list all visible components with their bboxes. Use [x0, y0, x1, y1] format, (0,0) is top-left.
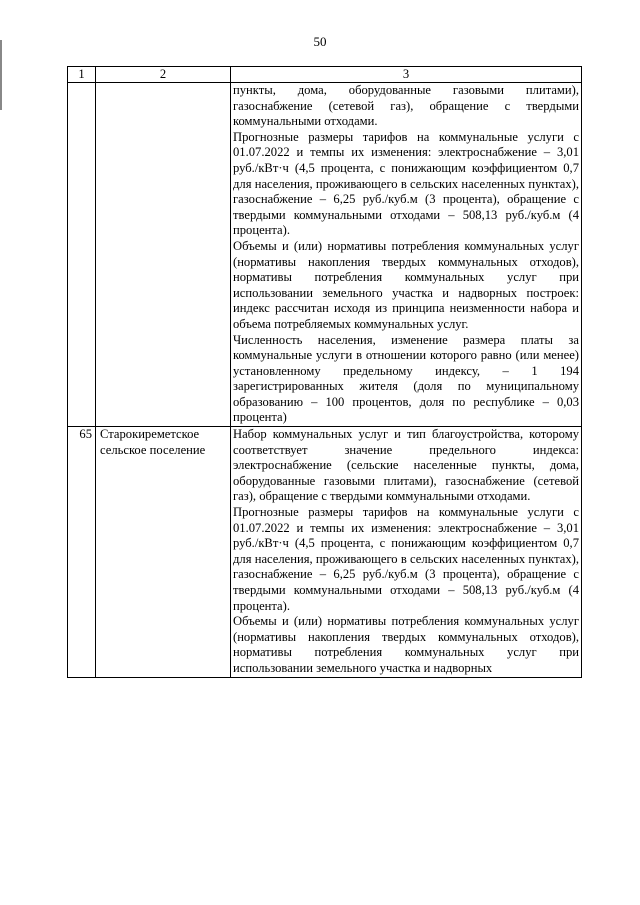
scan-edge-mark [0, 40, 6, 110]
table-row-continued [68, 83, 582, 427]
description-paragraph: Объемы и (или) нормативы потребления коммунальных услуг (нормативы накопления твердых коммунальных отходов), нормативы потребления коммунальных услуг при использовании земельного участка и надворных [233, 614, 579, 675]
header-col-2: 2 [96, 67, 231, 83]
page-number: 50 [313, 34, 327, 49]
description-paragraph: Объемы и (или) нормативы потребления коммунальных услуг (нормативы накопления твердых коммунальных отходов), нормативы потребления коммунальных услуг при использовании земельного участка и надворных построек: индекс рассчитан исходя из принципа неизменности набора и объема потребляемых коммунальных услуг. [233, 238, 579, 331]
description-cell [231, 83, 582, 427]
row-number-cell [68, 83, 96, 427]
description-paragraph: пункты, дома, оборудованные газовыми плитами), газоснабжение (сетевой газ), обращение с твердыми коммунальными отходами. [233, 83, 579, 129]
table-row-65 [68, 427, 582, 678]
description-paragraph: Прогнозные размеры тарифов на коммунальные услуги с 01.07.2022 и темпы их изменения: электроснабжение – 3,01 руб./кВт·ч (4,5 процента, с понижающим коэффициентом 0,7 для населения, проживающего в сельских населенных пунктах), газоснабжение – 6,25 руб./куб.м (3 процента), обращение с твердыми коммунальными отходами – 508,13 руб./куб.м (4 процента). [233, 129, 579, 238]
municipality-name-line: Старокиреметское [100, 427, 200, 442]
municipality-name-line: сельское поселение [100, 442, 206, 457]
description-paragraph: Численность населения, изменение размера платы за коммунальные услуги в отношении которого равно (или менее) установленному предельному индексу, – 1 194 зарегистрированных жителя (доля по муниципальному образованию – 100 процентов, доля по республике – 0,03 процента) [233, 332, 579, 425]
municipality-cell [96, 83, 231, 427]
description-paragraph: Набор коммунальных услуг и тип благоустройства, которому соответствует значение предельного индекса: электроснабжение (сельские населенные пункты, дома, оборудованные газовыми плитами), газоснабжение (сетевой газ), обращение с твердыми коммунальными отходами. [233, 427, 579, 504]
municipality-cell [96, 427, 231, 678]
table-header-row [68, 67, 582, 83]
description-paragraph: Прогнозные размеры тарифов на коммунальные услуги с 01.07.2022 и темпы их изменения: электроснабжение – 3,01 руб./кВт·ч (4,5 процента, с понижающим коэффициентом 0,7 для населения, проживающего в сельских населенных пунктах), газоснабжение – 6,25 руб./куб.м (3 процента), обращение с твердыми коммунальными отходами – 508,13 руб./куб.м (4 процента). [233, 505, 579, 613]
tariff-table [67, 66, 582, 678]
header-col-3: 3 [231, 67, 582, 83]
row-number-cell: 65 [68, 427, 96, 678]
description-cell [231, 427, 582, 678]
header-col-1: 1 [68, 67, 96, 83]
